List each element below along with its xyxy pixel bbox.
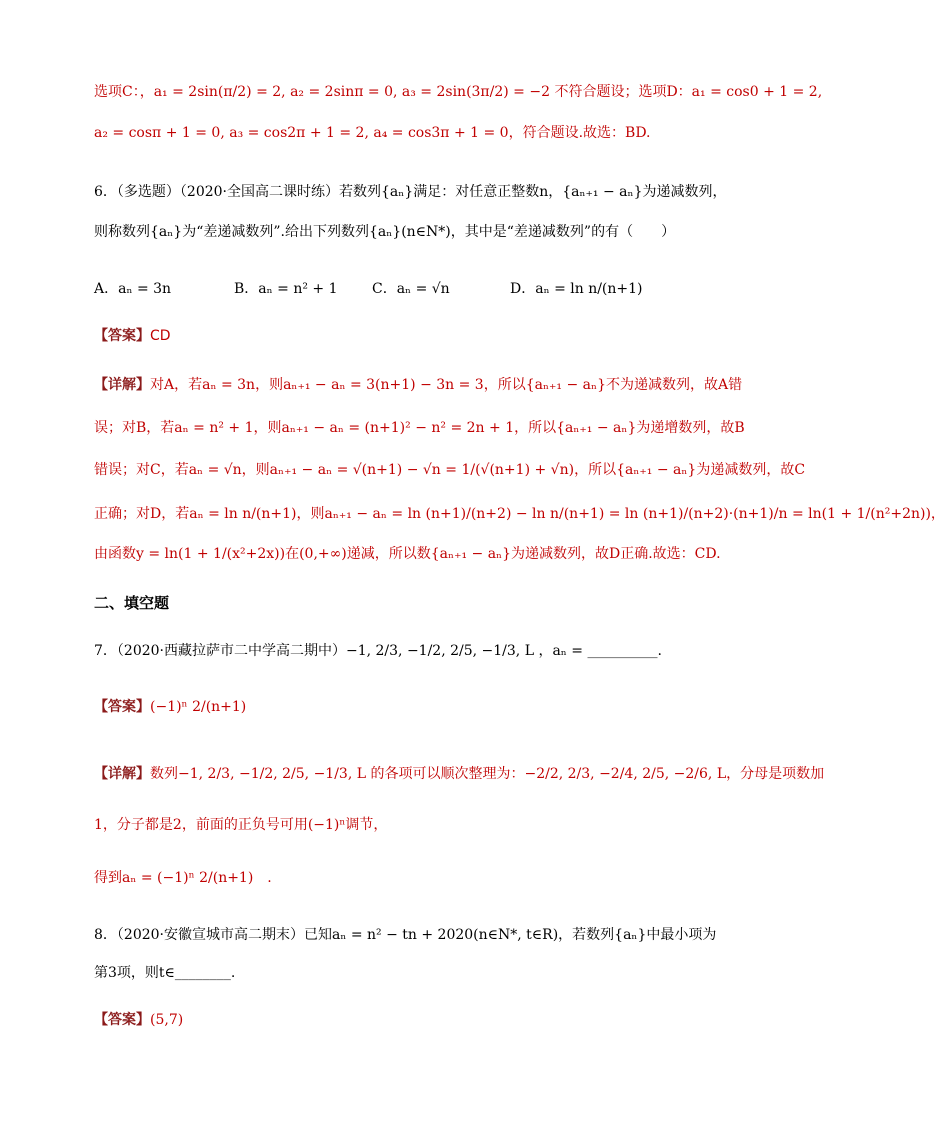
q6-option-c: C．aₙ = √n (372, 281, 450, 297)
q8-answer (94, 1010, 183, 1030)
q6-option-a: A．aₙ = 3n (94, 281, 172, 297)
q6-detail-line4: 正确；对D，若aₙ = ln n/(n+1)，则aₙ₊₁ − aₙ = ln (n+1)/(n+2) − ln n/(n+1) = ln (n+1)/(n+2)·(n+1)/n = ln(1 + 1/(n²+2n))， (94, 506, 945, 522)
answer-label: 【答案】 (94, 328, 150, 344)
q7-detail-line1 (94, 764, 824, 784)
answer-label: 【答案】 (94, 699, 150, 715)
q7-detail-line3: 得到aₙ = (−1)ⁿ 2/(n+1) . (94, 870, 272, 886)
q6-stem-line2: 则称数列{aₙ}为“差递减数列”.给出下列数列{aₙ}(n∈N*)，其中是“差递减数列”的有（ ） (94, 224, 676, 240)
q8-stem-line2: 第3项，则t∈________. (94, 965, 236, 981)
q6-option-b: B．aₙ = n² + 1 (234, 281, 338, 297)
q6-detail-line1 (94, 375, 742, 395)
q6-answer (94, 326, 171, 346)
detail-label: 【详解】 (94, 377, 150, 393)
detail-text: 数列−1, 2/3, −1/2, 2/5, −1/3, L 的各项可以顺次整理为：−2/2, 2/3, −2/4, 2/5, −2/6, L，分母是项数加 (150, 766, 825, 782)
answer-value: CD (150, 328, 171, 344)
prev-solution-line2: a₂ = cosπ + 1 = 0, a₃ = cos2π + 1 = 2, a₄ = cos3π + 1 = 0，符合题设.故选：BD. (94, 125, 651, 141)
q7-detail-line2: 1，分子都是2，前面的正负号可用(−1)ⁿ调节， (94, 817, 388, 833)
detail-label: 【详解】 (94, 766, 150, 782)
prev-solution-line1: 选项C：，a₁ = 2sin(π/2) = 2, a₂ = 2sinπ = 0, a₃ = 2sin(3π/2) = −2 不符合题设；选项D：a₁ = cos0 + 1 = 2, (94, 84, 823, 100)
section-heading: 二、填空题 (94, 594, 170, 612)
answer-label: 【答案】 (94, 1012, 150, 1028)
q6-detail-line2: 误；对B，若aₙ = n² + 1，则aₙ₊₁ − aₙ = (n+1)² − n² = 2n + 1，所以{aₙ₊₁ − aₙ}为递增数列，故B (94, 420, 745, 436)
q7-answer (94, 697, 246, 717)
q6-option-d: D．aₙ = ln n/(n+1) (510, 281, 643, 297)
answer-value: (5,7) (150, 1012, 184, 1028)
detail-text: 对A，若aₙ = 3n，则aₙ₊₁ − aₙ = 3(n+1) − 3n = 3，所以{aₙ₊₁ − aₙ}不为递减数列，故A错 (150, 377, 743, 393)
q8-stem-line1: 8．（2020·安徽宣城市高二期末）已知aₙ = n² − tn + 2020(n∈N*, t∈R)，若数列{aₙ}中最小项为 (94, 927, 717, 943)
q6-stem-line1: 6．（多选题）（2020·全国高二课时练）若数列{aₙ}满足：对任意正整数n，{aₙ₊₁ − aₙ}为递减数列， (94, 184, 727, 200)
q6-detail-line3: 错误；对C，若aₙ = √n，则aₙ₊₁ − aₙ = √(n+1) − √n = 1/(√(n+1) + √n)，所以{aₙ₊₁ − aₙ}为递减数列，故C (94, 462, 806, 478)
answer-value: (−1)ⁿ 2/(n+1) (150, 699, 247, 715)
q7-stem: 7．（2020·西藏拉萨市二中学高二期中）−1, 2/3, −1/2, 2/5, −1/3, L ，aₙ = __________. (94, 643, 662, 659)
q6-detail-line5: 由函数y = ln(1 + 1/(x²+2x))在(0,+∞)递减，所以数{aₙ₊₁ − aₙ}为递减数列，故D正确.故选：CD. (94, 546, 721, 562)
